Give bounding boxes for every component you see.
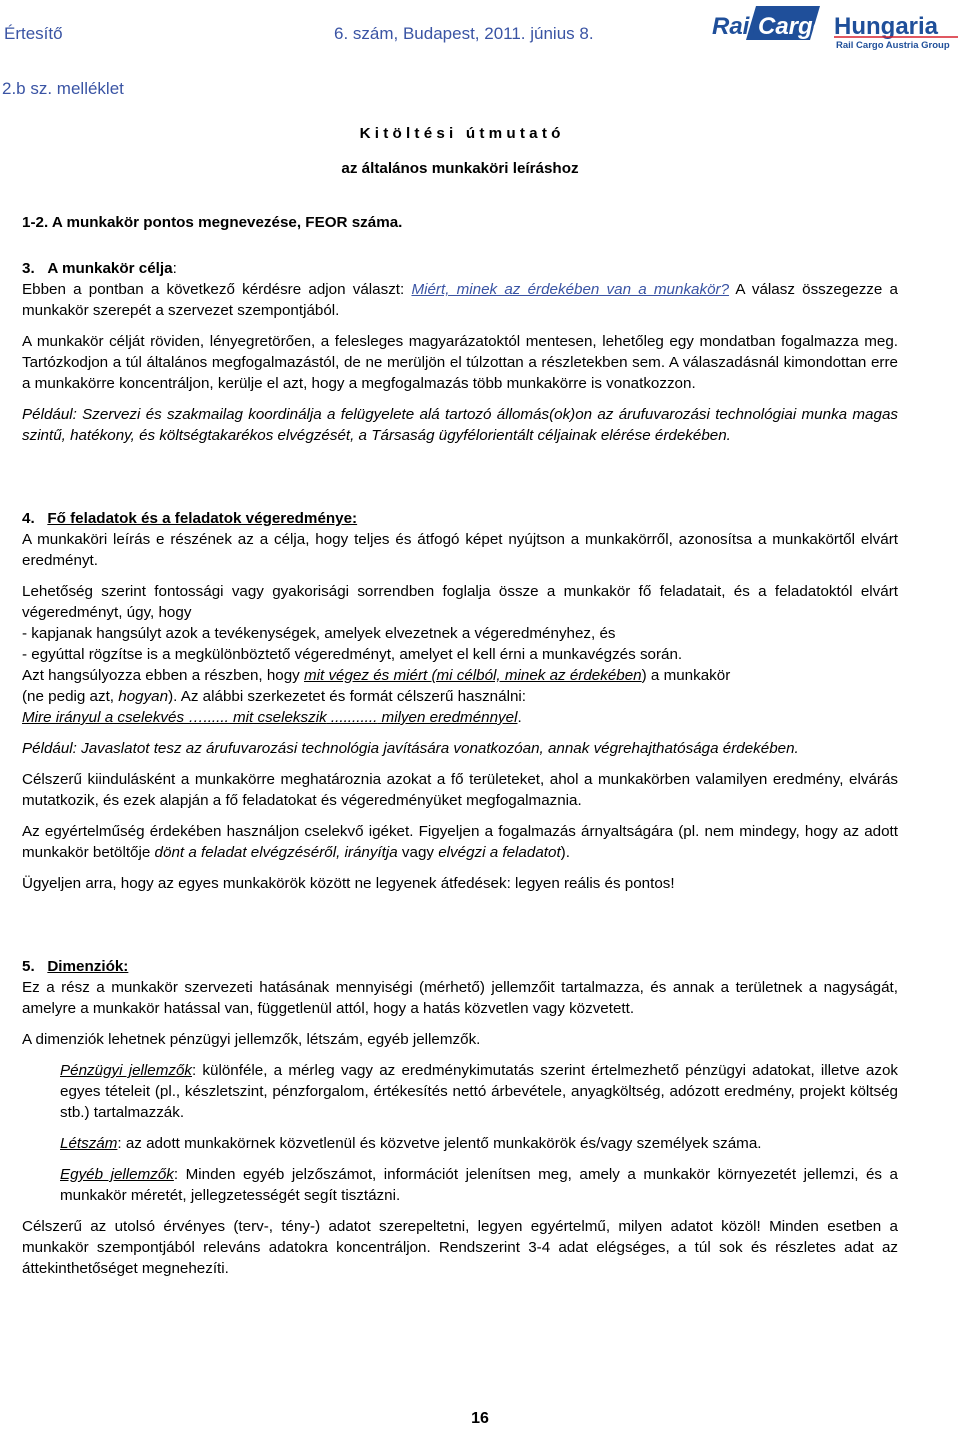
s4-l4-a: Azt hangsúlyozza ebben a részben, hogy <box>22 667 304 684</box>
dimension-other-text: : Minden egyéb jelzőszámot, információt jelenítsen meg, amely a munkakör környezetét jellemzi, és a munkakör méretét, jellegzetességét segít tisztázni. <box>60 1166 898 1204</box>
dimension-staff <box>22 1133 898 1154</box>
section-3-example: Például: Szervezi és szakmailag koordinálja a felügyelete alá tartozó állomás(ok)on az árufuvarozási technológiai munka magas szintű, hatékony, és költségtakarékos elvégzését, a Társaság ügyfélorientált céljainak elérése érdekében. <box>22 406 898 444</box>
s4-p2-bullet-2: - egyúttal rögzítse is a megkülönböztető végeredményt, amelyet el kell érni a munkavégzés során. <box>22 646 683 663</box>
s3-p1-text-end: A válasz összegezze a munkakör szerepét a szervezet szempontjából. <box>22 281 898 319</box>
s4-p2-line-5 <box>22 686 898 707</box>
svg-text:Hungaria: Hungaria <box>834 13 939 40</box>
section-3-title: A munkakör célja <box>47 260 173 277</box>
s4-p4-a: Az egyértelműség érdekében használjon cselekvő igéket. Figyeljen a fogalmazás árnyaltságára (pl. nem mindegy, hogy az adott munkakör betöltője <box>22 823 898 861</box>
s4-l5-b: hogyan <box>118 688 169 705</box>
dimension-staff-label: Létszám <box>60 1135 118 1152</box>
s4-l6-e: . <box>517 709 522 726</box>
s4-p2-structure <box>22 707 898 728</box>
section-3-para-2 <box>22 331 898 394</box>
section-5-para-2: A dimenziók lehetnek pénzügyi jellemzők, létszám, egyéb jellemzők. <box>22 1031 481 1048</box>
s4-p4-d: elvégzi a feladatot <box>438 844 561 861</box>
section-3-number: 3. <box>22 260 35 277</box>
section-5-number: 5. <box>22 958 35 975</box>
page-header <box>0 0 960 58</box>
annex-label: 2.b sz. melléklet <box>2 79 124 98</box>
s4-p2-line-1: Lehetőség szerint fontossági vagy gyakorisági sorrendben foglalja össze a munkakör fő feladatait, és a feladatoktól elvárt végeredményt, úgy, hogy <box>22 583 898 621</box>
dimension-other-label: Egyéb jellemzők <box>60 1166 174 1183</box>
s4-l4-b: mit végez és miért (mi célból, minek az érdekében <box>304 667 642 684</box>
s4-l4-c: ) a munkakör <box>641 667 731 684</box>
section-3-colon: : <box>172 260 177 277</box>
section-5-title: Dimenziók: <box>47 958 129 975</box>
section-5-para-3: Célszerű az utolsó érvényes (terv-, tény-) adatot szerepeltetni, legyen egyértelmű, milyen adatot közöl! Minden esetben a munkakör szempontjából releváns adatokra koncentráljon. Rendszerint 3-4 adat elégséges, a túl sok és részletes adat az áttekinthetőséget megnehezíti. <box>22 1218 898 1277</box>
s4-l6-c: ........... <box>326 709 378 726</box>
svg-text:Cargo: Cargo <box>758 13 828 40</box>
s4-p4-e: ). <box>560 844 570 861</box>
section-4-title: Fő feladatok és a feladatok végeredménye: <box>47 510 358 527</box>
section-1-2-heading: 1-2. A munkakör pontos megnevezése, FEOR száma. <box>22 214 403 231</box>
section-4-example: Például: Javaslatot tesz az árufuvarozási technológia javítására vonatkozóan, annak végrehajthatósága érdekében. <box>22 740 799 757</box>
rail-cargo-hungaria-logo <box>712 4 960 50</box>
s4-p4-c: vagy <box>397 844 439 861</box>
doc-subtitle: az általános munkaköri leíráshoz <box>341 160 579 177</box>
s4-p2-line-4 <box>22 665 898 686</box>
section-3 <box>22 258 898 446</box>
issue-info: 6. szám, Budapest, 2011. június 8. <box>334 24 594 43</box>
s3-p2-text-b: Tartózkodjon a túl általános megfogalmazástól, de ne merüljön el túlzottan a részletekben sem. <box>22 354 666 371</box>
s4-l6-d: milyen eredménnyel <box>377 709 518 726</box>
s3-p2-text-c: A válaszadásnál kimondottan erre a munkakörre koncentráljon, kerülje el azt, hogy a megfogalmazás több munkakörre is vonatkozzon. <box>22 354 898 392</box>
section-4-heading <box>22 508 898 529</box>
s4-p2-bullet-1: - kapjanak hangsúlyt azok a tevékenységek, amelyek elvezetnek a végeredményhez, és <box>22 625 616 642</box>
section-4-para-1: A munkaköri leírás e részének az a célja, hogy teljes és átfogó képet nyújtson a munkakörről, azonosítsa a munkakörtől elvárt eredményt. <box>22 531 898 569</box>
s3-p1-text: Ebben a pontban a következő kérdésre adjon választ: <box>22 281 412 298</box>
s3-p2-text-a: A munkakör célját röviden, lényegretörően, a felesleges magyarázatoktól mentesen, lehetőleg egy mondatban fogalmazza meg. <box>22 333 898 350</box>
section-5 <box>22 956 898 1279</box>
svg-text:Rail Cargo Austria Group: Rail Cargo Austria Group <box>836 40 950 50</box>
section-3-para-1 <box>22 279 898 321</box>
section-5-heading <box>22 956 898 977</box>
section-4 <box>22 508 898 894</box>
section-4-para-3: Célszerű kiindulásként a munkakörre meghatároznia azokat a fő területeket, ahol a munkakörben valamilyen eredmény, elvárás mutatkozik, és ezek alapján a fő feladatokat és végeredményüket megfogalmaznia. <box>22 771 898 809</box>
section-4-para-4 <box>22 821 898 863</box>
dimension-financial <box>22 1060 898 1123</box>
dimension-staff-text: : az adott munkakörnek közvetlenül és közvetve jelentő munkakörök és/vagy személyek száma. <box>117 1135 762 1152</box>
dimension-financial-label: Pénzügyi jellemzők <box>60 1062 192 1079</box>
s4-l6-a: Mire irányul a cselekvés … <box>22 709 204 726</box>
s4-l5-a: (ne pedig azt, <box>22 688 119 705</box>
dimension-other <box>22 1164 898 1206</box>
svg-text:Rail: Rail <box>712 13 757 40</box>
dimension-financial-text: : különféle, a mérleg vagy az eredménykimutatás szerint értelmezhető pénzügyi adatokat, illetve azok egyes tételeit (pl., készletszint, pénzforgalom, értékesítés nettó árbevétele, anyagköltség, adózott eredmény, projekt költség stb.) tartalmazzák. <box>60 1062 899 1121</box>
section-4-para-5: Ügyeljen arra, hogy az egyes munkakörök között ne legyenek átfedések: legyen reális és pontos! <box>22 875 675 892</box>
doc-title: K i t ö l t é s i ú t m u t a t ó <box>359 125 561 142</box>
s4-l6-b: ...... mit cselekszik <box>203 709 327 726</box>
s4-p4-b: dönt a feladat elvégzéséről, irányítja <box>154 844 398 861</box>
s4-l5-c: ). Az alábbi szerkezetet és formát célszerű használni: <box>168 688 526 705</box>
publication-title: Értesítő <box>4 24 63 43</box>
section-4-para-2 <box>22 581 898 728</box>
page-number: 16 <box>471 1410 489 1427</box>
section-4-number: 4. <box>22 510 35 527</box>
s3-key-question: Miért, minek az érdekében van a munkakör? <box>411 281 730 298</box>
section-5-para-1: Ez a rész a munkakör szervezeti hatásának mennyiségi (mérhető) jellemzőit tartalmazza, és annak a területnek a nagyságát, amelyre a munkakör hatással van, függetlenül attól, hogy a hatás közvetlen vagy közvetett. <box>22 979 898 1017</box>
section-3-heading <box>22 258 898 279</box>
